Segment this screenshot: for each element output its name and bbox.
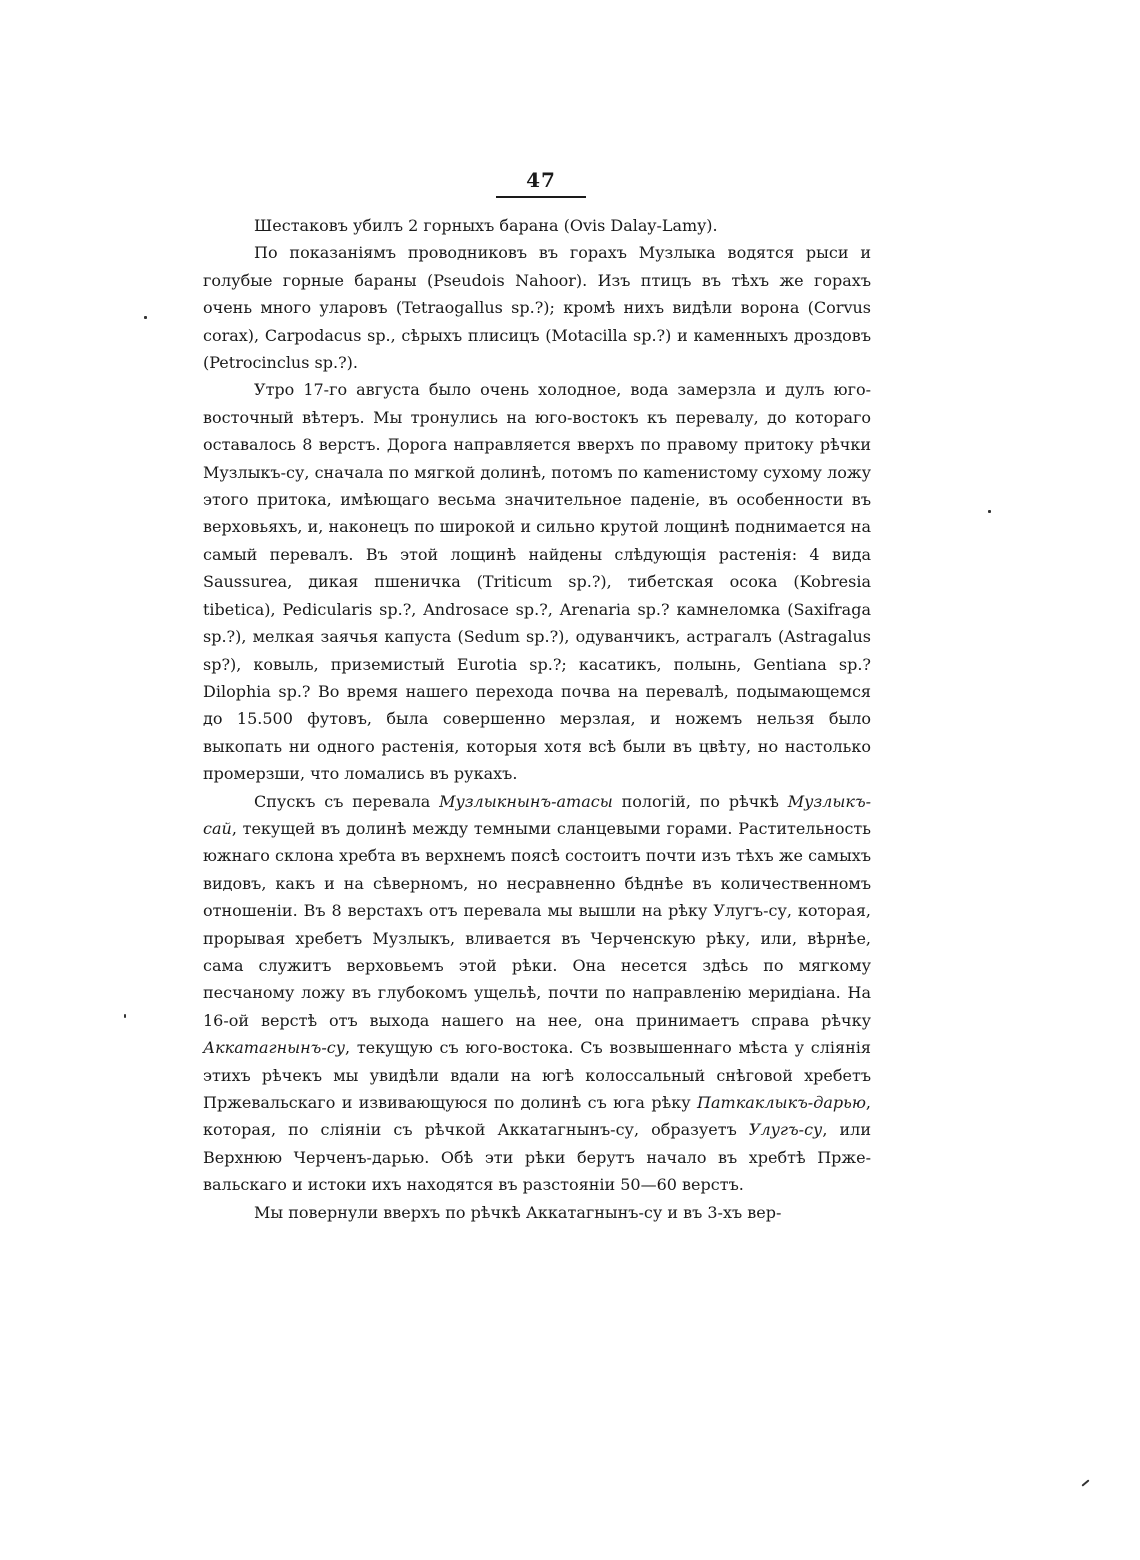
page-number-rule — [496, 196, 586, 198]
paragraph-5 — [203, 1199, 871, 1226]
text-segment: Спускъ съ перевала — [254, 791, 440, 811]
paragraph-2 — [203, 239, 871, 376]
scan-speck — [124, 1014, 126, 1018]
place-name: Музлыкнынъ-атасы — [439, 791, 613, 811]
text-segment: пологій, по рѣчкѣ — [612, 791, 788, 811]
scan-speck — [144, 316, 147, 319]
text-segment: Утро 17-го августа было очень холодное, вода замерзла и дулъ юго-восточный вѣтеръ. Мы тронулись на юго-востокъ къ перевалу, до котораго оставалось 8 верстъ. Дорога направляется вверхъ по правому притоку рѣчки Музлыкъ-су, сначала по мягкой долинѣ, потомъ по каmенистому сухому ложу этого притока, имѣющаго весьма значительное паденіе, въ особенности въ верховьяхъ, и, наконецъ по широкой и сильно крутой лощинѣ поднимается на самый перевалъ. Въ этой лощинѣ найдены слѣдующія растенія: 4 вида Saussurea, дикая пшеничка (Triticum sp.?), тибетская осока (Kobresia tibetica), Pedicularis sp.?, Androsace sp.?, Arenaria sp.? камнеломка (Saxifraga sp.?), мелкая заячья капуста (Sedum sp.?), одуванчикъ, астрагалъ (Astragalus sp?), ковыль, приземистый Eurotia sp.?; касатикъ, полынь, Gentiana sp.? Dilophia sp.? Во время нашего перехода почва на перевалѣ, подымающемся до 15.500 футовъ, была совершенно мерзлая, и ножемъ нельзя было выкопать ни одного растенія, которыя хотя всѣ были въ цвѣту, но настолько промерзши, что ломались въ рукахъ. — [203, 380, 871, 784]
paragraph-1 — [203, 212, 871, 239]
text-segment: , или Верхнюю Черченъ-дарью. Обѣ эти рѣки берутъ начало въ хребтѣ Пржевальскаго и истоки ихъ находятся въ разстояніи 50—60 верстъ. — [203, 1120, 871, 1195]
place-name: Улугъ-су — [748, 1120, 823, 1140]
scan-speck — [1081, 1479, 1089, 1486]
place-name: Паткаклыкъ-дарью — [697, 1093, 866, 1112]
place-name: Аккатагнынъ-су — [203, 1038, 345, 1058]
place-name: Музлыкъ-сай — [203, 791, 872, 838]
text-segment: Мы повернули вверхъ по рѣчкѣ Аккатагнынъ-су и въ 3-хъ вер- — [254, 1202, 782, 1222]
text-segment: По показаніямъ проводниковъ въ горахъ Музлыка водятся рыси и голубые горные бараны (Pseudois Nahoor). Изъ птицъ въ тѣхъ же горахъ очень много уларовъ (Tetraogallus sp.?); кромѣ нихъ видѣли ворона (Corvus corax), Carpodacus sp., сѣрыхъ плисицъ (Motacilla sp.?) и каменныхъ дроздовъ (Petrocinclus sp.?). — [203, 243, 871, 373]
scan-speck — [988, 510, 991, 513]
page-number: 47 — [526, 168, 556, 192]
text-segment: , текущей въ долинѣ между темными сланцевыми горами. Растительность южнаго склона хребта въ верхнемъ поясѣ состоитъ почти изъ тѣхъ же самыхъ видовъ, какъ и на сѣверномъ, но несравненно бѣднѣе въ количественномъ отношеніи. Въ 8 верстахъ отъ перевала мы вышли на рѣку Улугъ-су, которая, прорывая хребетъ Музлыкъ, вливается въ Черченскую рѣку, или, вѣрнѣе, сама служитъ верховьемъ этой рѣки. Она несется здѣсь по мягкому песчаному ложу въ глубокомъ ущельѣ, почти по направленію меридіана. На 16-ой верстѣ отъ выхода нашего на нее, она принимаетъ справа рѣчку — [203, 818, 871, 1030]
body-text — [203, 212, 871, 1226]
text-segment: , которая, по сліяніи съ рѣчкой Аккатагнынъ-су, образуетъ — [203, 1093, 871, 1140]
text-segment: , текущую съ юго-востока. Съ возвышеннаго мѣста у сліянія этихъ рѣчекъ мы увидѣли вдали на югѣ колоссальный снѣговой хребетъ Пржевальскаго и извивающуюся по долинѣ съ юга рѣку — [203, 1038, 871, 1112]
paragraph-3 — [203, 376, 871, 787]
text-segment: Шестаковъ убилъ 2 горныхъ барана (Ovis Dalay-Lamy). — [254, 216, 718, 235]
paragraph-4 — [203, 788, 871, 1199]
